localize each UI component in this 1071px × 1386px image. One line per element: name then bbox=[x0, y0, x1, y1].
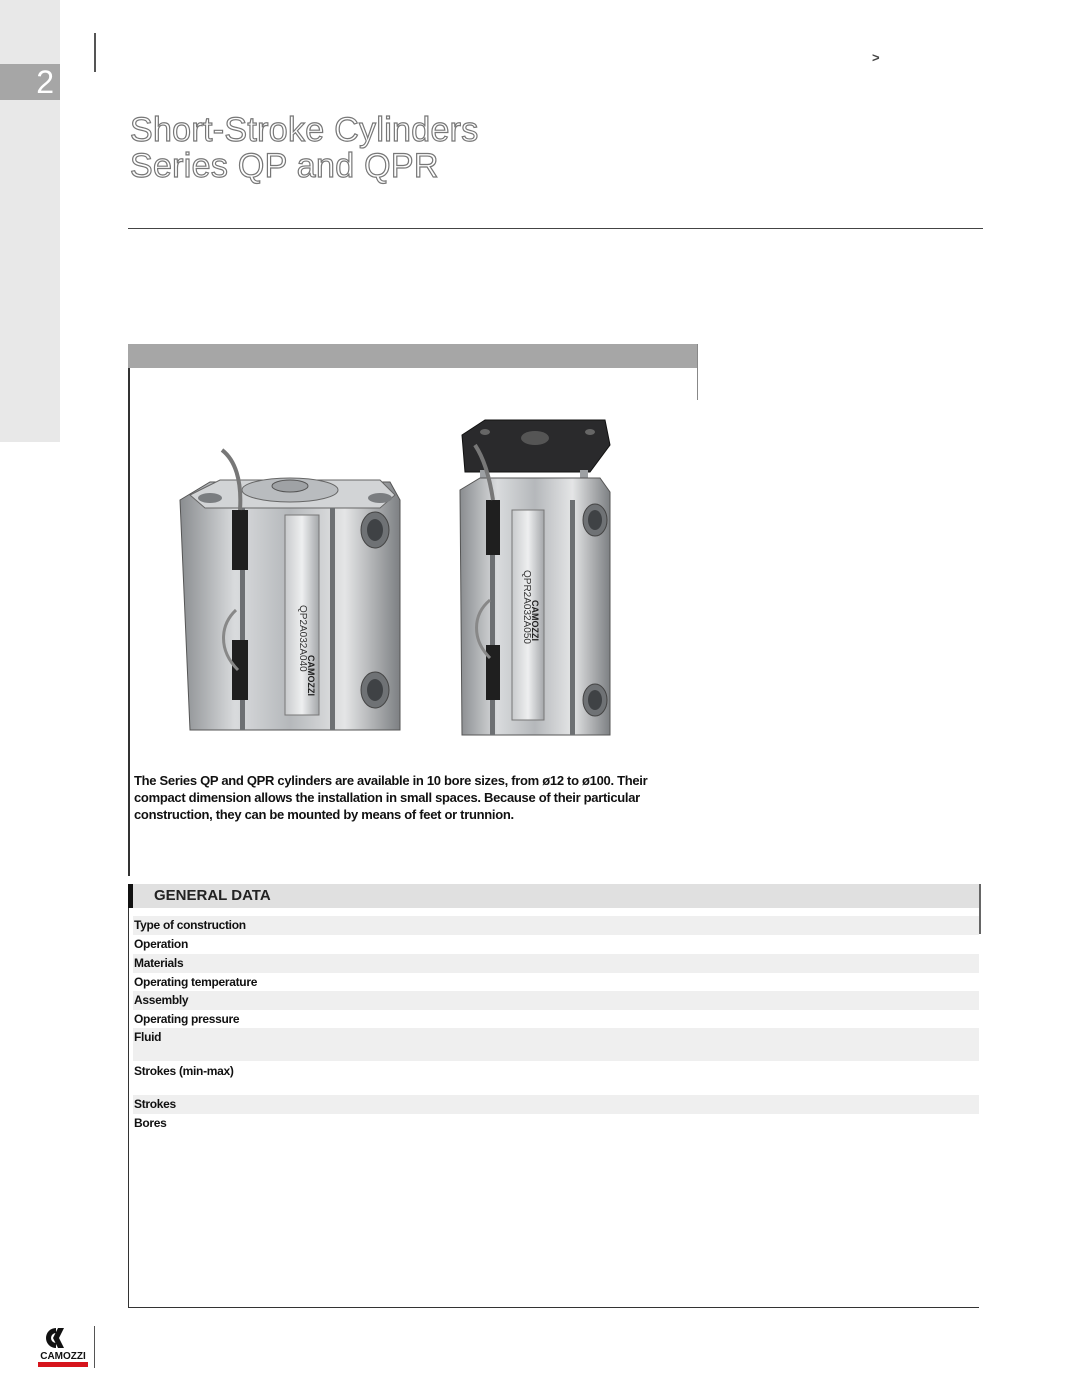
row-label: Operating temperature bbox=[134, 975, 258, 989]
footer-divider bbox=[94, 1326, 95, 1368]
general-data-row-construction bbox=[133, 916, 979, 935]
intro-description: The Series QP and QPR cylinders are available in 10 bore sizes, from ø12 to ø100. Their compact dimension allows the installation in small spaces. Because of their particular construction, they can be mounted by means of feet or trunnion. bbox=[134, 773, 648, 822]
chapter-tab bbox=[0, 64, 60, 100]
general-data-row-strokes bbox=[133, 1095, 979, 1114]
camozzi-logo bbox=[36, 1326, 90, 1368]
general-data-frame-bottom bbox=[128, 1307, 979, 1308]
row-label: Operating pressure bbox=[134, 1012, 240, 1026]
row-label: Operation bbox=[134, 937, 188, 951]
row-label: Fluid bbox=[134, 1030, 162, 1044]
qp-model-label: QP2A032A040 bbox=[297, 605, 308, 672]
qp-cylinder bbox=[180, 450, 400, 730]
general-data-row-bores bbox=[133, 1114, 979, 1133]
general-data-frame-left bbox=[128, 884, 129, 1308]
title-divider bbox=[128, 228, 983, 229]
general-data-row-fluid bbox=[133, 1028, 979, 1061]
row-label: Materials bbox=[134, 956, 184, 970]
row-label: Strokes (min-max) bbox=[134, 1064, 234, 1078]
qp-brand-label: CAMOZZI bbox=[306, 655, 316, 696]
breadcrumb-arrow: > bbox=[872, 50, 880, 65]
intro-frame-left bbox=[128, 344, 130, 876]
general-data-frame-right bbox=[979, 884, 981, 934]
general-data-row-assembly bbox=[133, 991, 979, 1010]
row-label: Assembly bbox=[134, 993, 189, 1007]
qpr-brand-label: CAMOZZI bbox=[530, 600, 540, 641]
general-data-title: GENERAL DATA bbox=[154, 887, 271, 904]
general-data-row-pressure bbox=[133, 1010, 979, 1028]
row-label: Bores bbox=[134, 1116, 167, 1130]
logo-text: CAMOZZI bbox=[40, 1351, 86, 1362]
general-data-header-mark bbox=[128, 884, 133, 908]
general-data-row-operation bbox=[133, 935, 979, 954]
page-title-line2: Series QP and QPR bbox=[130, 147, 439, 185]
intro-frame-right bbox=[697, 344, 698, 400]
row-label: Strokes bbox=[134, 1097, 176, 1111]
qpr-model-label: QPR2A032A050 bbox=[521, 570, 532, 644]
qpr-cylinder bbox=[460, 420, 610, 735]
general-data-row-strokes-range bbox=[133, 1062, 979, 1095]
page-title-line1: Short-Stroke Cylinders bbox=[130, 111, 479, 149]
chapter-number: 2 bbox=[36, 64, 54, 100]
general-data-row-materials bbox=[133, 954, 979, 973]
intro-header-bar bbox=[128, 344, 698, 368]
header-divider bbox=[94, 33, 96, 72]
general-data-row-temperature bbox=[133, 973, 979, 991]
product-image bbox=[150, 400, 690, 750]
page-title bbox=[130, 112, 479, 184]
row-label: Type of construction bbox=[134, 918, 246, 932]
